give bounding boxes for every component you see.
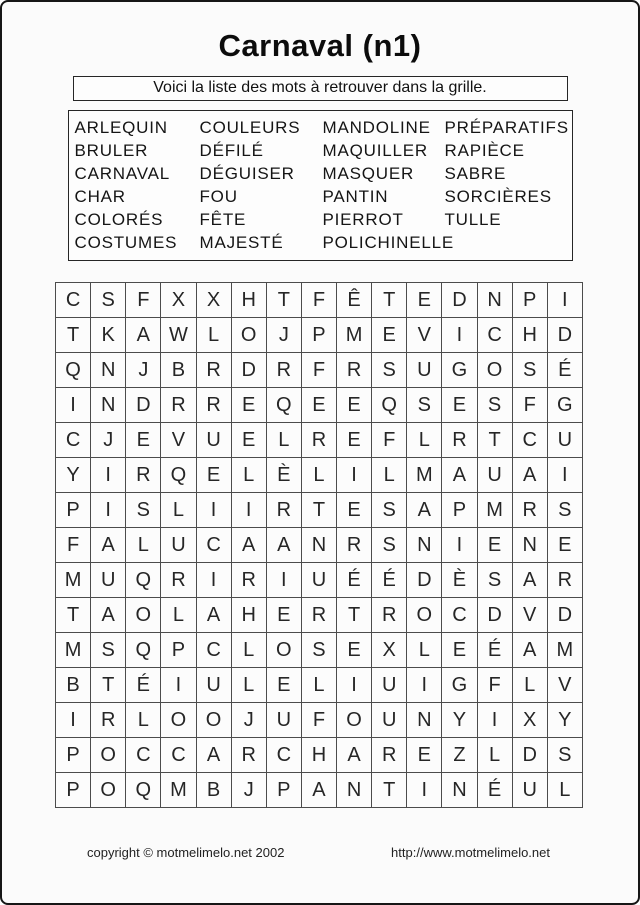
grid-cell[interactable]: N (407, 528, 442, 563)
grid-cell[interactable]: N (301, 528, 336, 563)
website-url: http://www.motmelimelo.net (391, 845, 550, 860)
grid-cell[interactable]: G (547, 388, 582, 423)
word-item: ARLEQUIN (74, 118, 168, 137)
grid-cell[interactable]: É (477, 633, 512, 668)
grid-cell[interactable]: F (477, 668, 512, 703)
grid-cell[interactable]: A (337, 738, 372, 773)
grid-cell[interactable]: R (91, 703, 126, 738)
grid-cell[interactable]: P (56, 493, 91, 528)
word-item: MASQUER (322, 164, 415, 183)
grid-cell[interactable]: E (196, 458, 231, 493)
grid-cell[interactable]: S (91, 633, 126, 668)
grid-cell[interactable]: I (442, 528, 477, 563)
grid-cell[interactable]: I (161, 668, 196, 703)
grid-cell[interactable]: O (266, 633, 301, 668)
instruction-text: Voici la liste des mots à retrouver dans la grille. (153, 79, 487, 96)
grid-cell[interactable]: X (372, 633, 407, 668)
grid-cell[interactable]: È (442, 563, 477, 598)
word-item: SABRE (444, 164, 507, 183)
grid-cell[interactable]: L (547, 773, 582, 808)
grid-cell[interactable]: F (56, 528, 91, 563)
grid-cell[interactable]: L (301, 458, 336, 493)
grid-cell[interactable]: N (91, 353, 126, 388)
grid-cell[interactable]: O (91, 738, 126, 773)
grid-cell[interactable]: P (442, 493, 477, 528)
grid-cell[interactable]: P (56, 773, 91, 808)
grid-cell[interactable]: Y (56, 458, 91, 493)
grid-cell[interactable]: E (126, 423, 161, 458)
grid-cell[interactable]: P (266, 773, 301, 808)
grid-cell[interactable]: N (477, 283, 512, 318)
grid-cell[interactable]: Q (372, 388, 407, 423)
word-list-column (200, 116, 323, 254)
grid-cell[interactable]: O (477, 353, 512, 388)
grid-cell[interactable]: S (407, 388, 442, 423)
grid-cell[interactable]: U (301, 563, 336, 598)
grid-cell[interactable]: M (407, 458, 442, 493)
grid-cell[interactable]: L (126, 528, 161, 563)
page-title: Carnaval (n1) (218, 28, 422, 63)
grid-cell[interactable]: J (266, 318, 301, 353)
grid-cell[interactable]: I (196, 563, 231, 598)
word-list-column (75, 116, 200, 254)
grid-cell[interactable]: S (126, 493, 161, 528)
grid-cell[interactable]: C (477, 318, 512, 353)
grid-cell[interactable]: C (196, 633, 231, 668)
grid-cell[interactable]: S (372, 353, 407, 388)
grid-cell[interactable]: È (266, 458, 301, 493)
grid-cell[interactable]: L (372, 458, 407, 493)
grid-cell[interactable]: T (477, 423, 512, 458)
word-item: MAQUILLER (322, 141, 428, 160)
grid-cell[interactable]: D (231, 353, 266, 388)
grid-cell[interactable]: F (301, 353, 336, 388)
grid-cell[interactable]: R (301, 598, 336, 633)
grid-cell[interactable]: R (372, 738, 407, 773)
grid-cell[interactable]: Q (266, 388, 301, 423)
grid-cell[interactable]: E (231, 388, 266, 423)
grid-cell[interactable]: C (512, 423, 547, 458)
grid-cell[interactable]: R (442, 423, 477, 458)
letter-grid (55, 282, 583, 808)
grid-cell[interactable]: X (512, 703, 547, 738)
grid-cell[interactable]: L (407, 423, 442, 458)
word-item: PRÉPARATIFS (444, 118, 569, 137)
word-item: CARNAVAL (74, 164, 171, 183)
grid-cell[interactable]: M (477, 493, 512, 528)
grid-cell[interactable]: A (512, 458, 547, 493)
grid-row (56, 318, 583, 353)
grid-cell[interactable]: R (161, 388, 196, 423)
grid-cell[interactable]: E (337, 388, 372, 423)
grid-cell[interactable]: U (372, 668, 407, 703)
grid-cell[interactable]: C (196, 528, 231, 563)
grid-cell[interactable]: R (161, 563, 196, 598)
word-item: SORCIÈRES (444, 187, 552, 206)
grid-cell[interactable]: U (547, 423, 582, 458)
grid-cell[interactable]: M (56, 633, 91, 668)
grid-cell[interactable]: K (91, 318, 126, 353)
grid-cell[interactable]: I (231, 493, 266, 528)
grid-cell[interactable]: U (372, 703, 407, 738)
grid-cell[interactable]: L (196, 318, 231, 353)
grid-cell[interactable]: N (337, 773, 372, 808)
grid-cell[interactable]: P (301, 318, 336, 353)
grid-cell[interactable]: U (266, 703, 301, 738)
grid-cell[interactable]: L (266, 423, 301, 458)
grid-cell[interactable]: S (477, 563, 512, 598)
grid-cell[interactable]: I (407, 773, 442, 808)
grid-cell[interactable]: C (126, 738, 161, 773)
grid-cell[interactable]: T (372, 283, 407, 318)
grid-cell[interactable]: Q (126, 563, 161, 598)
grid-cell[interactable]: E (231, 423, 266, 458)
grid-row (56, 423, 583, 458)
grid-cell[interactable]: É (547, 353, 582, 388)
grid-cell[interactable]: N (442, 773, 477, 808)
grid-cell[interactable]: U (196, 668, 231, 703)
grid-cell[interactable]: S (91, 283, 126, 318)
grid-cell[interactable]: V (547, 668, 582, 703)
letter-grid-body (56, 283, 583, 808)
grid-cell[interactable]: E (266, 598, 301, 633)
grid-cell[interactable]: Q (56, 353, 91, 388)
grid-cell[interactable]: E (301, 388, 336, 423)
grid-cell[interactable]: F (512, 388, 547, 423)
grid-cell[interactable]: A (266, 528, 301, 563)
grid-cell[interactable]: J (91, 423, 126, 458)
grid-cell[interactable]: A (126, 318, 161, 353)
grid-cell[interactable]: R (196, 388, 231, 423)
grid-cell[interactable]: R (337, 353, 372, 388)
footer (2, 845, 638, 860)
grid-cell[interactable]: L (161, 598, 196, 633)
grid-row (56, 388, 583, 423)
grid-cell[interactable]: L (161, 493, 196, 528)
grid-cell[interactable]: Ê (337, 283, 372, 318)
grid-cell[interactable]: F (301, 283, 336, 318)
grid-cell[interactable]: H (231, 598, 266, 633)
grid-cell[interactable]: J (231, 773, 266, 808)
grid-cell[interactable]: S (372, 528, 407, 563)
word-item: RAPIÈCE (444, 141, 525, 160)
grid-row (56, 563, 583, 598)
grid-cell[interactable]: B (56, 668, 91, 703)
grid-cell[interactable]: Q (126, 633, 161, 668)
grid-cell[interactable]: E (337, 493, 372, 528)
grid-cell[interactable]: A (407, 493, 442, 528)
word-item: POLICHINELLE (322, 233, 454, 252)
grid-cell[interactable]: D (407, 563, 442, 598)
grid-cell[interactable]: R (126, 458, 161, 493)
grid-row (56, 528, 583, 563)
grid-cell[interactable]: X (161, 283, 196, 318)
grid-cell[interactable]: L (407, 633, 442, 668)
grid-cell[interactable]: E (547, 528, 582, 563)
grid-cell[interactable]: É (477, 773, 512, 808)
grid-cell[interactable]: U (161, 528, 196, 563)
word-item: COSTUMES (74, 233, 178, 252)
word-item: FÊTE (199, 210, 247, 229)
grid-cell[interactable]: I (547, 458, 582, 493)
grid-cell[interactable]: M (337, 318, 372, 353)
word-list-column (322, 116, 454, 254)
grid-cell[interactable]: U (477, 458, 512, 493)
grid-cell[interactable]: R (231, 563, 266, 598)
grid-cell[interactable]: I (442, 318, 477, 353)
grid-cell[interactable]: U (196, 423, 231, 458)
grid-cell[interactable]: N (91, 388, 126, 423)
grid-cell[interactable]: R (231, 738, 266, 773)
grid-cell[interactable]: Y (442, 703, 477, 738)
instruction-box (73, 76, 568, 101)
grid-cell[interactable]: M (56, 563, 91, 598)
grid-row (56, 738, 583, 773)
grid-cell[interactable]: E (407, 283, 442, 318)
grid-cell[interactable]: T (56, 318, 91, 353)
word-item: COULEURS (199, 118, 301, 137)
word-item: COLORÉS (74, 210, 164, 229)
grid-cell[interactable]: T (266, 283, 301, 318)
grid-cell[interactable]: E (407, 738, 442, 773)
word-list-box (68, 110, 573, 261)
grid-cell[interactable]: L (231, 668, 266, 703)
grid-cell[interactable]: A (91, 528, 126, 563)
grid-cell[interactable]: J (231, 703, 266, 738)
grid-cell[interactable]: O (337, 703, 372, 738)
grid-cell[interactable]: U (407, 353, 442, 388)
grid-cell[interactable]: I (196, 493, 231, 528)
grid-cell[interactable]: É (126, 668, 161, 703)
grid-cell[interactable]: I (477, 703, 512, 738)
grid-cell[interactable]: E (337, 633, 372, 668)
grid-cell[interactable]: S (477, 388, 512, 423)
grid-row (56, 668, 583, 703)
grid-cell[interactable]: E (266, 668, 301, 703)
grid-cell[interactable]: A (512, 633, 547, 668)
grid-cell[interactable]: W (161, 318, 196, 353)
grid-row (56, 493, 583, 528)
grid-cell[interactable]: R (196, 353, 231, 388)
grid-cell[interactable]: I (266, 563, 301, 598)
grid-cell[interactable]: R (266, 493, 301, 528)
grid-cell[interactable]: X (196, 283, 231, 318)
grid-row (56, 458, 583, 493)
grid-cell[interactable]: G (442, 353, 477, 388)
grid-cell[interactable]: P (512, 283, 547, 318)
grid-cell[interactable]: L (301, 668, 336, 703)
grid-row (56, 703, 583, 738)
grid-cell[interactable]: T (337, 598, 372, 633)
grid-cell[interactable]: F (372, 423, 407, 458)
grid-cell[interactable]: R (372, 598, 407, 633)
grid-cell[interactable]: C (161, 738, 196, 773)
grid-cell[interactable]: R (547, 563, 582, 598)
grid-cell[interactable]: Y (547, 703, 582, 738)
grid-cell[interactable]: I (91, 458, 126, 493)
grid-cell[interactable]: C (56, 423, 91, 458)
grid-row (56, 598, 583, 633)
grid-cell[interactable]: D (547, 598, 582, 633)
grid-row (56, 773, 583, 808)
grid-cell[interactable]: A (91, 598, 126, 633)
grid-cell[interactable]: R (337, 528, 372, 563)
grid-cell[interactable]: É (372, 563, 407, 598)
grid-cell[interactable]: O (161, 703, 196, 738)
grid-cell[interactable]: J (126, 353, 161, 388)
grid-cell[interactable]: O (91, 773, 126, 808)
grid-cell[interactable]: M (547, 633, 582, 668)
grid-cell[interactable]: O (407, 598, 442, 633)
grid-cell[interactable]: S (547, 493, 582, 528)
grid-cell[interactable]: L (512, 668, 547, 703)
grid-cell[interactable]: P (56, 738, 91, 773)
grid-cell[interactable]: A (301, 773, 336, 808)
word-item: TULLE (444, 210, 502, 229)
grid-cell[interactable]: A (512, 563, 547, 598)
grid-cell[interactable]: I (407, 668, 442, 703)
grid-cell[interactable]: U (91, 563, 126, 598)
grid-cell[interactable]: L (477, 738, 512, 773)
grid-cell[interactable]: C (266, 738, 301, 773)
word-item: DÉGUISER (199, 164, 295, 183)
word-item: PANTIN (322, 187, 389, 206)
grid-cell[interactable]: I (337, 458, 372, 493)
grid-cell[interactable]: S (301, 633, 336, 668)
grid-cell[interactable]: F (126, 283, 161, 318)
word-item: BRULER (74, 141, 149, 160)
grid-cell[interactable]: C (442, 598, 477, 633)
grid-cell[interactable]: S (547, 738, 582, 773)
grid-cell[interactable]: B (161, 353, 196, 388)
grid-row (56, 353, 583, 388)
grid-cell[interactable]: E (442, 388, 477, 423)
grid-cell[interactable]: D (126, 388, 161, 423)
grid-cell[interactable]: A (196, 598, 231, 633)
copyright-text: copyright © motmelimelo.net 2002 (87, 845, 285, 860)
grid-row (56, 283, 583, 318)
grid-cell[interactable]: P (161, 633, 196, 668)
grid-cell[interactable]: V (512, 598, 547, 633)
grid-cell[interactable]: D (512, 738, 547, 773)
grid-cell[interactable]: T (56, 598, 91, 633)
grid-cell[interactable]: E (372, 318, 407, 353)
grid-cell[interactable]: O (196, 703, 231, 738)
word-item: MAJESTÉ (199, 233, 284, 252)
grid-cell[interactable]: E (477, 528, 512, 563)
grid-cell[interactable]: A (196, 738, 231, 773)
grid-cell[interactable]: T (301, 493, 336, 528)
grid-cell[interactable]: D (547, 318, 582, 353)
grid-cell[interactable]: L (231, 458, 266, 493)
grid-cell[interactable]: V (407, 318, 442, 353)
grid-cell[interactable]: Q (126, 773, 161, 808)
grid-cell[interactable]: E (337, 423, 372, 458)
grid-cell[interactable]: É (337, 563, 372, 598)
grid-cell[interactable]: D (442, 283, 477, 318)
grid-cell[interactable]: O (126, 598, 161, 633)
grid-cell[interactable]: B (196, 773, 231, 808)
grid-cell[interactable]: I (56, 703, 91, 738)
grid-cell[interactable]: L (231, 633, 266, 668)
grid-cell[interactable]: S (372, 493, 407, 528)
grid-cell[interactable]: H (512, 318, 547, 353)
grid-row (56, 633, 583, 668)
word-list-column (445, 116, 572, 254)
grid-cell[interactable]: T (372, 773, 407, 808)
grid-cell[interactable]: T (91, 668, 126, 703)
grid-cell[interactable]: M (161, 773, 196, 808)
grid-cell[interactable]: F (301, 703, 336, 738)
word-item: PIERROT (322, 210, 404, 229)
grid-cell[interactable]: O (231, 318, 266, 353)
word-item: CHAR (74, 187, 126, 206)
grid-cell[interactable]: C (56, 283, 91, 318)
grid-cell[interactable]: I (337, 668, 372, 703)
grid-cell[interactable]: S (512, 353, 547, 388)
grid-cell[interactable]: A (442, 458, 477, 493)
grid-cell[interactable]: R (301, 423, 336, 458)
grid-cell[interactable]: E (442, 633, 477, 668)
grid-cell[interactable]: N (512, 528, 547, 563)
grid-cell[interactable]: Z (442, 738, 477, 773)
grid-cell[interactable]: R (512, 493, 547, 528)
grid-cell[interactable]: N (407, 703, 442, 738)
grid-cell[interactable]: R (266, 353, 301, 388)
word-item: DÉFILÉ (199, 141, 264, 160)
grid-cell[interactable]: L (126, 703, 161, 738)
grid-cell[interactable]: G (442, 668, 477, 703)
grid-cell[interactable]: U (512, 773, 547, 808)
grid-cell[interactable]: H (231, 283, 266, 318)
grid-cell[interactable]: Q (161, 458, 196, 493)
grid-cell[interactable]: H (301, 738, 336, 773)
word-item: FOU (199, 187, 238, 206)
grid-cell[interactable]: I (547, 283, 582, 318)
grid-cell[interactable]: I (91, 493, 126, 528)
grid-cell[interactable]: I (56, 388, 91, 423)
word-item: MANDOLINE (322, 118, 431, 137)
grid-cell[interactable]: D (477, 598, 512, 633)
grid-cell[interactable]: V (161, 423, 196, 458)
grid-cell[interactable]: A (231, 528, 266, 563)
